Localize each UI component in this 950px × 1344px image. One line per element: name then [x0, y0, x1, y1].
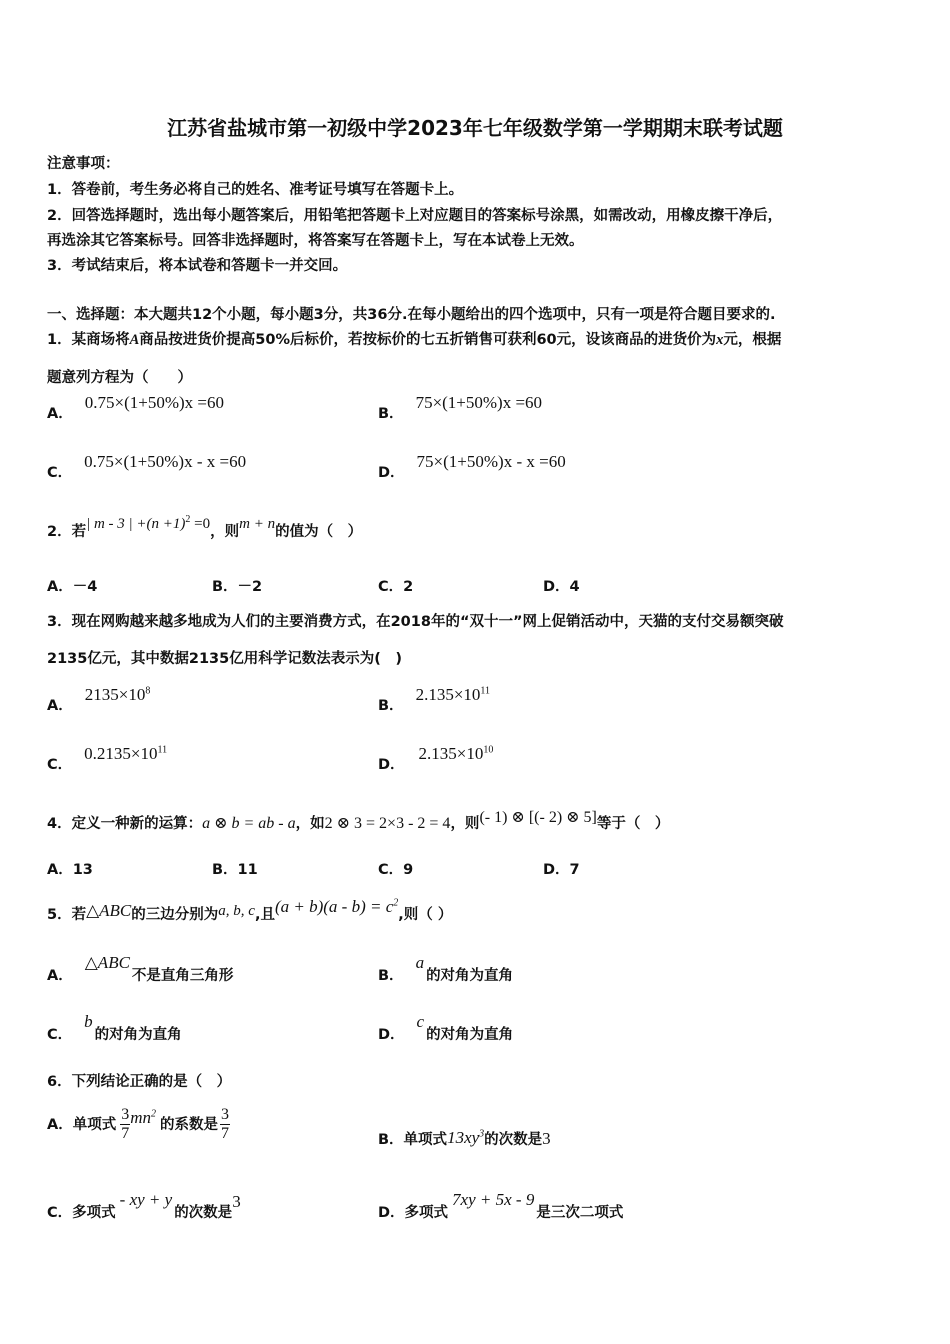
- question-3-stem-2: 2135亿元，其中数据2135亿用科学记数法表示为( ): [47, 651, 402, 667]
- q5-option-b[interactable]: B．a的对角为直角: [378, 953, 514, 984]
- question-6-stem: 6．下列结论正确的是（ ）: [47, 1074, 232, 1090]
- q2-option-c[interactable]: C．2: [378, 579, 414, 595]
- notice-item-2a: 2．回答选择题时，选出每小题答案后，用铅笔把答题卡上对应题目的答案标号涂黑，如需改动，用橡皮擦干净后，: [47, 208, 783, 224]
- question-4-stem: 4．定义一种新的运算：a ⊗ b = ab - a，如2 ⊗ 3 = 2×3 - 2 = 4，则(- 1) ⊗ [(- 2) ⊗ 5]等于（ ）: [47, 809, 670, 832]
- notice-item-3: 3．考试结束后，将本试卷和答题卡一并交回。: [47, 258, 348, 274]
- question-1-stem: 1．某商场将A商品按进货价提高50%后标价，若按标价的七五折销售可获利60元，设该商品的进货价为x元，根据: [47, 332, 782, 348]
- q4-option-a[interactable]: A．13: [47, 862, 93, 878]
- q3-option-b[interactable]: B．$2.135\times 10^{11}$: [378, 685, 491, 714]
- q3-option-c[interactable]: C．$0.2135\times 10^{11}$: [47, 744, 168, 773]
- q2-option-a[interactable]: A．－4: [47, 579, 98, 595]
- q3-option-d[interactable]: D．$2.135\times 10^{10}$: [378, 744, 494, 773]
- q4-option-b[interactable]: B．11: [212, 862, 258, 878]
- q3-option-a[interactable]: A．$2135\times 10^8$: [47, 685, 151, 714]
- q6-option-d[interactable]: D．多项式7xy + 5x - 9是三次二项式: [378, 1190, 624, 1221]
- q6-option-b[interactable]: B．单项式$13xy^3$的次数是3: [378, 1128, 551, 1148]
- notice-item-2b: 再选涂其它答案标号。回答非选择题时，将答案写在答题卡上，写在本试卷上无效。: [47, 233, 584, 249]
- q1-option-a[interactable]: A．0.75×(1+50%)x =60: [47, 393, 224, 422]
- q6-option-a[interactable]: A．单项式 $\frac{3}{7}$ $mn^2$的系数是 $\frac{3}{7}$: [47, 1106, 230, 1142]
- q2-option-b[interactable]: B．－2: [212, 579, 263, 595]
- section-heading: 一、选择题：本大题共12个小题，每小题3分，共36分.在每小题给出的四个选项中，只有一项是符合题目要求的.: [47, 307, 776, 323]
- question-2-stem: 2．若| m - 3 | $+(n +1)^2 =0$，则m + n的值为（ ）: [47, 514, 363, 540]
- question-3-stem: 3．现在网购越来越多地成为人们的主要消费方式，在2018年的“双十一”网上促销活动中，天猫的支付交易额突破: [47, 614, 784, 630]
- q1-option-d[interactable]: D．75×(1+50%)x - x =60: [378, 452, 566, 481]
- q4-option-c[interactable]: C．9: [378, 862, 414, 878]
- q1-option-b[interactable]: B．75×(1+50%)x =60: [378, 393, 543, 422]
- notice-item-1: 1．答卷前，考生务必将自己的姓名、准考证号填写在答题卡上。: [47, 182, 464, 198]
- q5-option-d[interactable]: D．c的对角为直角: [378, 1012, 514, 1043]
- notice-heading: 注意事项：: [47, 156, 120, 172]
- q5-option-c[interactable]: C．b的对角为直角: [47, 1012, 182, 1043]
- q1-option-c[interactable]: C．0.75×(1+50%)x - x =60: [47, 452, 247, 481]
- q4-option-d[interactable]: D．7: [543, 862, 580, 878]
- q6-option-c[interactable]: C．多项式- xy + y的次数是3: [47, 1190, 241, 1221]
- page-title: 江苏省盐城市第一初级中学2023年七年级数学第一学期期末联考试题: [167, 116, 783, 140]
- question-1-stem-2: 题意列方程为（ ）: [47, 370, 192, 386]
- question-5-stem: 5．若△ABC的三边分别为a, b, c,且$(a + b)(a - b) = c^2$,则（ ）: [47, 897, 453, 923]
- q2-option-d[interactable]: D．4: [543, 579, 580, 595]
- q5-option-a[interactable]: A．△ABC不是直角三角形: [47, 953, 234, 984]
